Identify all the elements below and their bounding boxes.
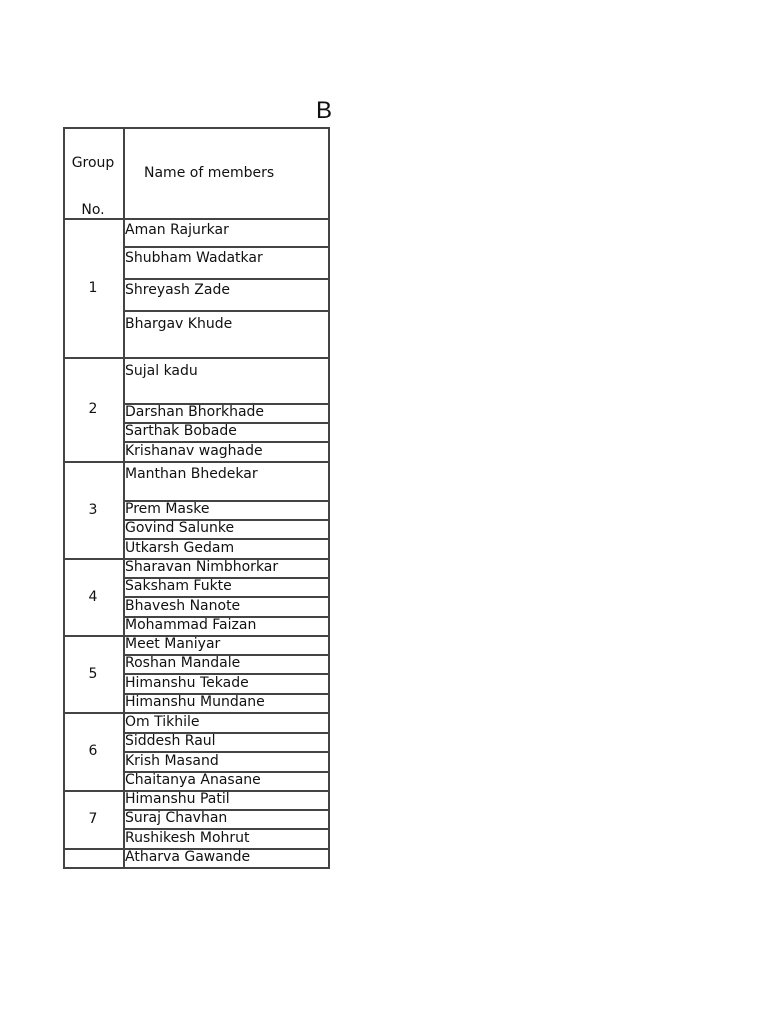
member-name: Himanshu Tekade xyxy=(125,675,249,691)
member-name: Krish Masand xyxy=(125,753,219,769)
column-letter: B xyxy=(315,97,332,124)
group-number: 1 xyxy=(88,280,98,296)
member-name: Himanshu Mundane xyxy=(125,694,265,710)
table-rule xyxy=(63,867,330,869)
member-name: Bhavesh Nanote xyxy=(125,598,241,614)
group-members-table xyxy=(63,127,330,869)
member-name: Sharavan Nimbhorkar xyxy=(125,559,279,575)
member-name: Sujal kadu xyxy=(125,363,198,379)
member-name: Rushikesh Mohrut xyxy=(125,830,250,846)
member-name: Himanshu Patil xyxy=(125,791,230,807)
members-header: Name of members xyxy=(144,165,275,181)
member-name: Suraj Chavhan xyxy=(125,810,228,826)
member-name: Mohammad Faizan xyxy=(125,617,257,633)
member-name: Krishanav waghade xyxy=(125,443,263,459)
group-number: 6 xyxy=(88,743,98,759)
member-name: Utkarsh Gedam xyxy=(125,540,235,556)
member-name: Atharva Gawande xyxy=(125,849,251,865)
member-name: Manthan Bhedekar xyxy=(125,466,258,482)
table-rule xyxy=(123,310,330,312)
group-number: 3 xyxy=(88,501,98,518)
table-rule xyxy=(63,127,330,129)
group-number: 7 xyxy=(88,811,98,827)
member-name: Bhargav Khude xyxy=(125,316,233,332)
member-name: Darshan Bhorkhade xyxy=(125,404,265,420)
group-number: 5 xyxy=(88,665,98,682)
table-rule xyxy=(63,218,330,220)
member-name: Chaitanya Anasane xyxy=(125,772,261,788)
group-number: 4 xyxy=(88,588,98,605)
table-rule xyxy=(63,357,330,359)
member-name: Prem Maske xyxy=(125,501,210,517)
member-name: Govind Salunke xyxy=(125,520,235,536)
table-rule xyxy=(63,461,330,463)
table-rule xyxy=(328,127,330,869)
member-name: Saksham Fukte xyxy=(125,578,232,594)
table-rule xyxy=(123,278,330,280)
member-name: Siddesh Raul xyxy=(125,733,216,749)
member-name: Om Tikhile xyxy=(125,714,200,730)
table-rule xyxy=(123,246,330,248)
group-number: 2 xyxy=(88,401,98,417)
group-number-header: Group xyxy=(71,155,115,171)
member-name: Sarthak Bobade xyxy=(125,423,237,439)
member-name: Aman Rajurkar xyxy=(125,222,229,238)
group-number-header: No. xyxy=(81,202,105,218)
member-name: Meet Maniyar xyxy=(125,636,221,652)
member-name: Shreyash Zade xyxy=(125,282,230,298)
member-name: Shubham Wadatkar xyxy=(125,250,263,266)
member-name: Roshan Mandale xyxy=(125,655,241,671)
